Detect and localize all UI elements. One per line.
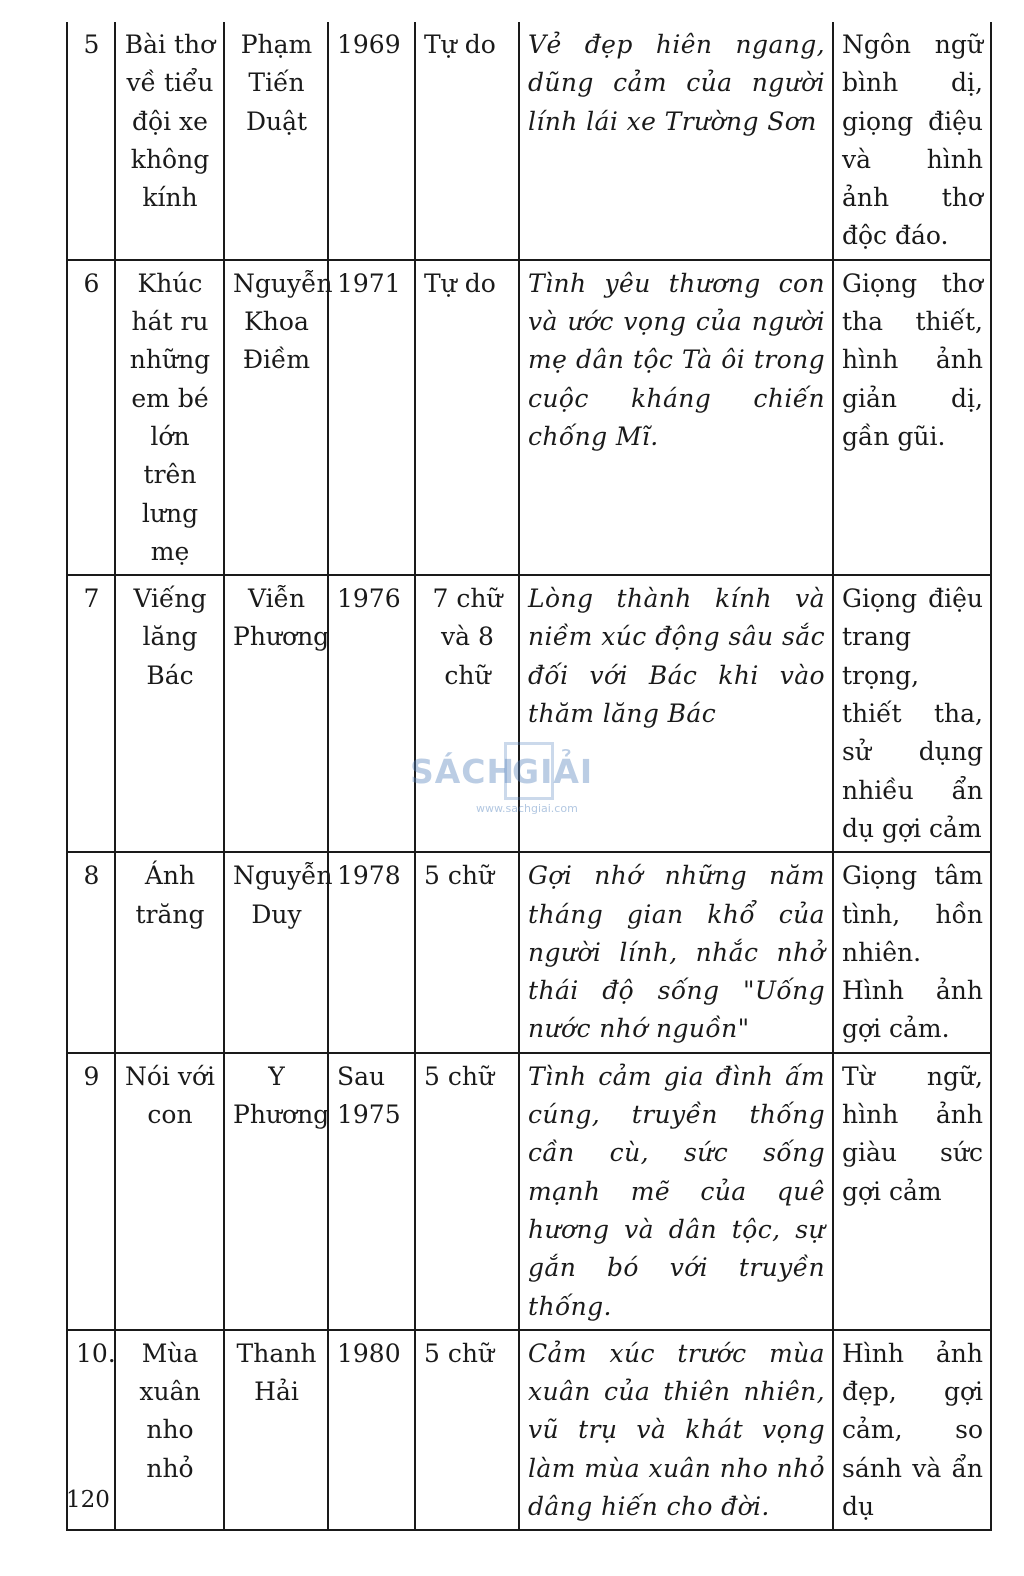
author-cell: Nguyễn Khoa Điềm [224, 260, 328, 575]
year-cell: 1980 [328, 1330, 415, 1530]
theme-cell: Cảm xúc trước mùa xuân của thiên nhiên, vũ trụ và khát vọng làm mùa xuân nho nhỏ dâng hiến cho đời. [519, 1330, 833, 1530]
poem-title-cell: Nói với con [115, 1053, 224, 1330]
theme-cell: Tình yêu thương con và ước vọng của người mẹ dân tộc Tà ôi trong cuộc kháng chiến chống Mĩ. [519, 260, 833, 575]
table-row [67, 852, 991, 1052]
poem-title-cell: Viếng lăng Bác [115, 575, 224, 852]
poem-title-cell: Bài thơ về tiểu đội xe không kính [115, 22, 224, 260]
theme-cell: Gợi nhớ những năm tháng gian khổ của người lính, nhắc nhở thái độ sống "Uống nước nhớ nguồn" [519, 852, 833, 1052]
author-cell: Nguyễn Duy [224, 852, 328, 1052]
verse-form-cell: Tự do [415, 260, 519, 575]
poetry-summary-table [66, 22, 992, 1531]
table-row [67, 260, 991, 575]
table-row [67, 22, 991, 260]
theme-cell: Lòng thành kính và niềm xúc động sâu sắc đối với Bác khi vào thăm lăng Bác [519, 575, 833, 852]
watermark-url: www.sachgiai.com [476, 802, 578, 815]
watermark-text-right: GIẢI [512, 752, 594, 791]
author-cell: Thanh Hải [224, 1330, 328, 1530]
theme-cell: Vẻ đẹp hiên ngang, dũng cảm của người lính lái xe Trường Sơn [519, 22, 833, 260]
poem-title-cell: Khúc hát ru những em bé lớn trên lưng mẹ [115, 260, 224, 575]
year-cell: Sau 1975 [328, 1053, 415, 1330]
table-row [67, 1053, 991, 1330]
art-features-cell: Từ ngữ, hình ảnh giàu sức gợi cảm [833, 1053, 991, 1330]
art-features-cell: Giọng điệu trang trọng, thiết tha, sử dụng nhiều ẩn dụ gợi cảm [833, 575, 991, 852]
verse-form-cell: Tự do [415, 22, 519, 260]
verse-form-cell: 5 chữ [415, 852, 519, 1052]
page-number: 120 [66, 1487, 110, 1513]
row-number-cell: 8 [67, 852, 115, 1052]
verse-form-cell: 5 chữ [415, 1330, 519, 1530]
row-number-cell: 5 [67, 22, 115, 260]
art-features-cell: Ngôn ngữ bình dị, giọng điệu và hình ảnh thơ độc đáo. [833, 22, 991, 260]
verse-form-cell: 7 chữ và 8 chữ [415, 575, 519, 852]
art-features-cell: Giọng tâm tình, hồn nhiên. Hình ảnh gợi cảm. [833, 852, 991, 1052]
row-number-cell: 6 [67, 260, 115, 575]
art-features-cell: Hình ảnh đẹp, gợi cảm, so sánh và ẩn dụ [833, 1330, 991, 1530]
poem-title-cell: Ánh trăng [115, 852, 224, 1052]
poem-title-cell: Mùa xuân nho nhỏ [115, 1330, 224, 1530]
author-cell: Y Phương [224, 1053, 328, 1330]
watermark-text-left: SÁCH [410, 752, 516, 791]
row-number-cell: 9 [67, 1053, 115, 1330]
theme-cell: Tình cảm gia đình ấm cúng, truyền thống cần cù, sức sống mạnh mẽ của quê hương và dân tộc, sự gắn bó với truyền thống. [519, 1053, 833, 1330]
row-number-cell: 7 [67, 575, 115, 852]
author-cell: Viễn Phương [224, 575, 328, 852]
year-cell: 1969 [328, 22, 415, 260]
art-features-cell: Giọng thơ tha thiết, hình ảnh giản dị, gần gũi. [833, 260, 991, 575]
table-row [67, 1330, 991, 1530]
year-cell: 1971 [328, 260, 415, 575]
year-cell: 1978 [328, 852, 415, 1052]
row-number-cell: 10. [67, 1330, 115, 1530]
verse-form-cell: 5 chữ [415, 1053, 519, 1330]
table-row [67, 575, 991, 852]
author-cell: Phạm Tiến Duật [224, 22, 328, 260]
year-cell: 1976 [328, 575, 415, 852]
